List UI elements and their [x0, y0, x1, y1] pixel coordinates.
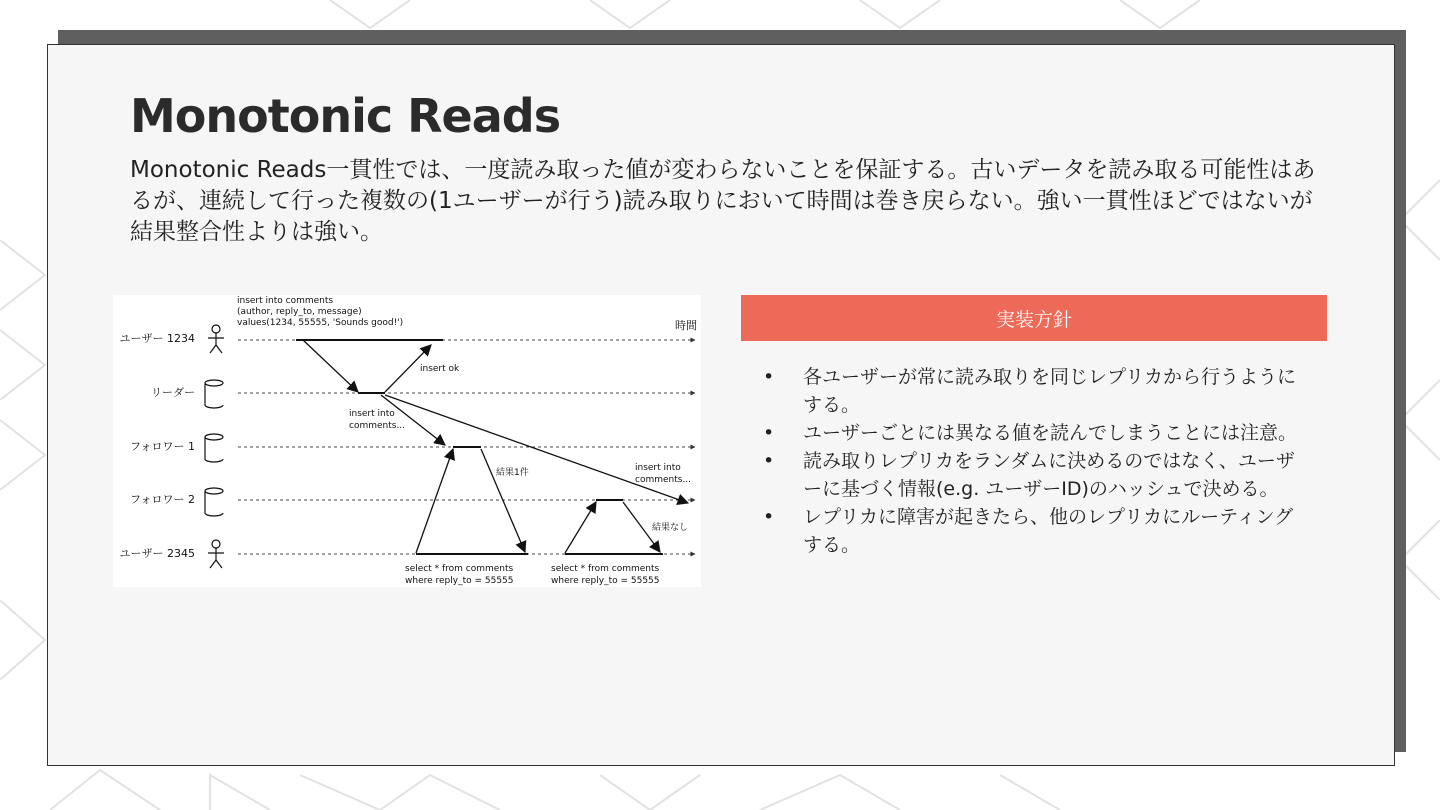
database-icon — [205, 434, 223, 462]
query-1-line-2: where reply_to = 55555 — [405, 576, 514, 586]
result-one-label: 結果1件 — [496, 468, 529, 478]
query-2-line-1: select * from comments — [551, 564, 660, 574]
actor-label-follower-2: フォロワー 2 — [130, 493, 195, 506]
bullet-icon: • — [763, 506, 775, 528]
query-2-line-2: where reply_to = 55555 — [551, 576, 660, 586]
list-item — [751, 363, 1311, 419]
policy-item-text: 各ユーザーが常に読み取りを同じレプリカから行うようにする。 — [803, 366, 1297, 416]
database-icon — [205, 488, 223, 516]
list-item — [751, 503, 1311, 559]
slide-title: Monotonic Reads — [130, 89, 561, 143]
slide-card — [47, 44, 1395, 766]
list-item — [751, 447, 1311, 503]
actor-label-follower-1: フォロワー 1 — [130, 440, 195, 453]
slide-description: Monotonic Reads一貫性では、一度読み取った値が変わらないことを保証する。古いデータを読み取る可能性はあるが、連続して行った複数の(1ユーザーが行う)読み取りにおいて時間は巻き戻らない。強い一貫性ほどではないが結果整合性よりは強い。 — [130, 157, 1316, 245]
policy-list — [751, 363, 1311, 559]
insert-note-line-1: insert into comments — [237, 296, 334, 306]
monotonic-reads-diagram — [113, 295, 701, 587]
insert-note-line-2: (author, reply_to, message) — [237, 307, 362, 317]
replicate-note-1-line-1: insert into — [349, 409, 395, 419]
insert-note-line-3: values(1234, 55555, 'Sounds good!') — [237, 318, 404, 328]
policy-item-text: レプリカに障害が起きたら、他のレプリカにルーティングする。 — [803, 506, 1294, 556]
replicate-note-2-line-2: comments... — [635, 475, 692, 485]
database-icon — [205, 380, 223, 408]
bullet-icon: • — [763, 422, 775, 444]
list-item — [751, 419, 1311, 447]
bullet-icon: • — [763, 366, 775, 388]
bullet-icon: • — [763, 450, 775, 472]
actor-label-leader: リーダー — [151, 386, 195, 399]
replicate-note-1-line-2: comments... — [349, 421, 406, 431]
person-icon — [208, 325, 224, 353]
person-icon — [208, 540, 224, 568]
policy-panel-header: 実装方針 — [741, 295, 1327, 341]
result-none-label: 結果なし — [652, 523, 689, 533]
insert-ok-label: insert ok — [420, 364, 460, 374]
actor-label-user-1234: ユーザー 1234 — [119, 332, 195, 345]
policy-item-text: 読み取りレプリカをランダムに決めるのではなく、ユーザーに基づく情報(e.g. ユーザーID)のハッシュで決める。 — [803, 450, 1295, 500]
replicate-note-2-line-1: insert into — [635, 463, 681, 473]
time-axis-label: 時間 — [675, 319, 697, 332]
query-1-line-1: select * from comments — [405, 564, 514, 574]
policy-item-text: ユーザーごとには異なる値を読んでしまうことには注意。 — [803, 422, 1298, 444]
actor-label-user-2345: ユーザー 2345 — [119, 547, 195, 560]
